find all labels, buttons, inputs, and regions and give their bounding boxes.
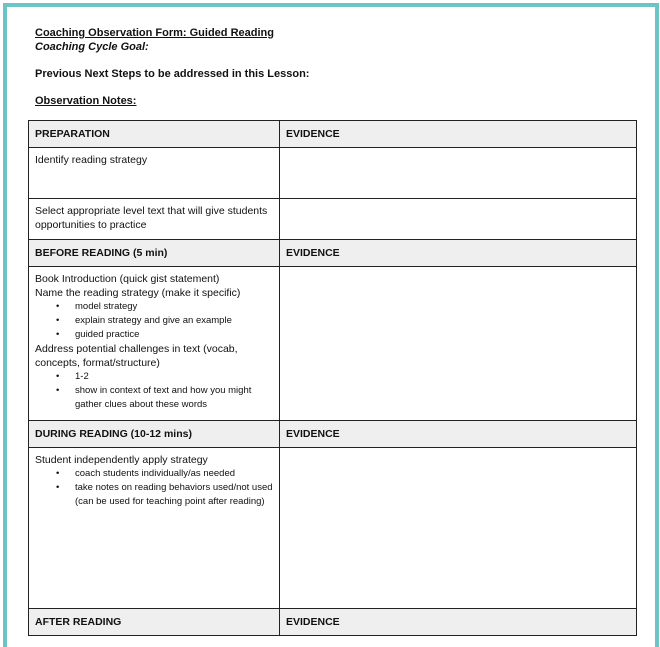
list-item: • 1-2	[75, 370, 273, 384]
during-reading-cell	[29, 448, 280, 609]
evidence-header: EVIDENCE	[280, 609, 637, 636]
evidence-header: EVIDENCE	[280, 121, 637, 148]
challenges-bullet-list	[35, 370, 273, 412]
name-strategy-text: Name the reading strategy (make it specific)	[35, 287, 241, 299]
preparation-header-row	[29, 121, 637, 148]
during-reading-header-row	[29, 421, 637, 448]
table-row	[29, 448, 637, 609]
evidence-cell[interactable]	[280, 267, 637, 421]
evidence-cell[interactable]	[280, 448, 637, 609]
table-row	[29, 148, 637, 199]
table-row	[29, 267, 637, 421]
list-item: • explain strategy and give an example	[75, 314, 273, 328]
after-reading-header-row	[29, 609, 637, 636]
strategy-bullet-list	[35, 300, 273, 342]
observation-notes-label: Observation Notes:	[35, 95, 137, 107]
document-frame	[3, 3, 659, 647]
evidence-cell[interactable]	[280, 199, 637, 240]
evidence-header: EVIDENCE	[280, 421, 637, 448]
evidence-cell[interactable]	[280, 148, 637, 199]
book-introduction-text: Book Introduction (quick gist statement)	[35, 273, 220, 285]
during-bullet-list	[35, 467, 273, 509]
evidence-header: EVIDENCE	[280, 240, 637, 267]
table-row	[29, 199, 637, 240]
after-reading-header: AFTER READING	[29, 609, 280, 636]
form-page	[7, 7, 655, 647]
list-item: • take notes on reading behaviors used/not used (can be used for teaching point after reading)	[75, 481, 273, 509]
select-text-cell: Select appropriate level text that will give students opportunities to practice	[29, 199, 280, 240]
previous-next-steps-label: Previous Next Steps to be addressed in this Lesson:	[35, 68, 310, 80]
preparation-header: PREPARATION	[29, 121, 280, 148]
list-item: • model strategy	[75, 300, 273, 314]
independent-strategy-text: Student independently apply strategy	[35, 454, 208, 466]
observation-table	[28, 120, 637, 636]
address-challenges-text: Address potential challenges in text (vocab, concepts, format/structure)	[35, 343, 238, 369]
identify-strategy-cell: Identify reading strategy	[29, 148, 280, 199]
form-title: Coaching Observation Form: Guided Reading	[35, 27, 274, 39]
before-reading-cell	[29, 267, 280, 421]
list-item: • show in context of text and how you might gather clues about these words	[75, 384, 273, 412]
before-reading-header-row	[29, 240, 637, 267]
list-item: • guided practice	[75, 328, 273, 342]
before-reading-header: BEFORE READING (5 min)	[29, 240, 280, 267]
list-item: • coach students individually/as needed	[75, 467, 273, 481]
during-reading-header: DURING READING (10-12 mins)	[29, 421, 280, 448]
coaching-cycle-goal-label: Coaching Cycle Goal:	[35, 41, 149, 53]
